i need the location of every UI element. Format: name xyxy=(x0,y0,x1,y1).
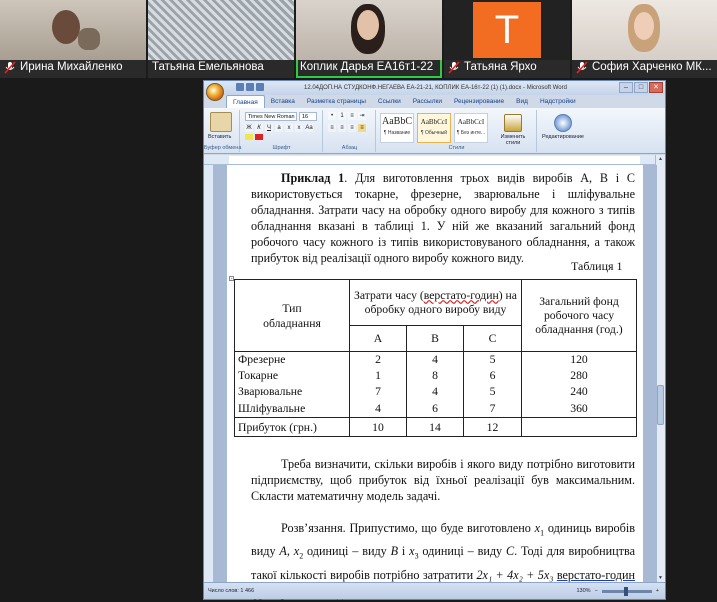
style-label: ¶ Обычный xyxy=(420,130,448,136)
data-table xyxy=(234,279,637,437)
styles-group-label: Стили xyxy=(448,145,465,151)
style-normal[interactable] xyxy=(417,113,451,143)
table-caption: Таблиця 1 xyxy=(571,259,623,273)
change-case-icon[interactable]: Aa xyxy=(305,125,313,131)
zoom-controls xyxy=(576,583,659,599)
clipboard-group xyxy=(204,110,240,152)
tab-insert[interactable]: Вставка xyxy=(270,98,295,105)
table-cell: 5 xyxy=(464,384,522,400)
table-cell: 7 xyxy=(464,400,522,418)
binoculars-icon xyxy=(554,114,572,132)
style-sample: AaBbCcI xyxy=(420,118,448,126)
justify-icon[interactable]: ≡ xyxy=(358,124,366,132)
participant-name-text: Татьяна Емельянова xyxy=(152,61,264,73)
multilevel-icon[interactable]: ≡ xyxy=(348,112,356,120)
table-move-handle-icon[interactable]: + xyxy=(230,276,233,281)
var-x2: x xyxy=(293,544,300,559)
table-col-c: C xyxy=(464,326,522,352)
paragraph-group-label: Абзац xyxy=(341,145,358,151)
solution-text: Припустимо, що буде виготовлено xyxy=(345,521,535,535)
task-paragraph: Треба визначити, скільки виробів і якого виду потрібно виготовити підприємству, щоб прибуток від їхньої реалізації був максимальним. Скласти математичну модель задачі. xyxy=(251,457,635,503)
table-cell-fund: 360 xyxy=(522,400,637,418)
participant-tile[interactable] xyxy=(148,0,294,78)
scroll-up-icon[interactable]: ▲ xyxy=(658,156,663,162)
solution-text: одиниці – виду xyxy=(303,544,391,559)
table-cell-fund: 280 xyxy=(522,368,637,384)
table-col-a: A xyxy=(350,326,407,352)
office-button[interactable] xyxy=(206,83,224,101)
change-styles-button[interactable] xyxy=(493,114,533,146)
mic-muted-icon xyxy=(576,61,588,74)
product-c: С xyxy=(506,544,515,559)
var-x2-sub: 2 xyxy=(299,551,304,561)
scroll-thumb[interactable] xyxy=(657,385,664,425)
subscript-icon[interactable]: x xyxy=(285,124,293,132)
font-name-select[interactable]: Times New Roman xyxy=(245,112,297,121)
participant-photo xyxy=(634,12,654,40)
video-feed xyxy=(444,0,570,60)
tab-addins[interactable]: Надстройки xyxy=(539,98,576,105)
clipboard-group-label: Буфер обмена xyxy=(204,145,242,151)
participant-name xyxy=(152,59,292,75)
bullets-icon[interactable]: • xyxy=(328,112,336,120)
paste-button-label[interactable]: Вставить xyxy=(208,134,232,140)
vertical-ruler[interactable] xyxy=(204,165,214,583)
table-cell: 2 xyxy=(350,352,407,368)
product-b: В xyxy=(390,544,399,559)
align-buttons xyxy=(328,124,366,132)
table-cell: 5 xyxy=(464,352,522,368)
participant-name xyxy=(300,59,440,75)
participant-strip xyxy=(0,0,717,78)
quick-access-toolbar xyxy=(236,83,264,93)
numbering-icon[interactable]: 1 xyxy=(338,112,346,120)
style-label: ¶ Без инте... xyxy=(456,130,486,136)
table-profit-cell: 14 xyxy=(407,418,464,437)
font-size-select[interactable]: 16 xyxy=(299,112,317,121)
solution-text: . Тоді для виробництва такої кількості виробів потрібно затратити xyxy=(251,544,636,582)
participant-name-text: Ирина Михайленко xyxy=(20,61,123,73)
table-header-type xyxy=(235,280,350,352)
mic-muted-icon xyxy=(4,61,16,74)
solution-heading: Розв’язання. xyxy=(281,521,346,535)
table-cell: 4 xyxy=(407,384,464,400)
font-group-label: Шрифт xyxy=(272,145,291,151)
align-right-icon[interactable]: ≡ xyxy=(348,124,356,132)
italic-icon[interactable]: К xyxy=(255,124,263,132)
scroll-down-icon[interactable]: ▼ xyxy=(658,575,663,581)
paste-icon[interactable] xyxy=(210,112,232,132)
style-label: ¶ Название xyxy=(383,130,411,136)
table-cell: 8 xyxy=(407,368,464,384)
table-row-label: Токарне xyxy=(235,368,350,384)
product-a: А xyxy=(279,544,287,559)
table-header-type-text: Тип обладнання xyxy=(263,301,321,330)
table-header-cost-text: Затрати часу ( xyxy=(354,288,424,302)
table-header-cost-unit: верстато-годин xyxy=(423,288,499,302)
title-bar xyxy=(204,81,665,95)
table-cell-fund: 120 xyxy=(522,352,637,368)
participant-tile[interactable] xyxy=(444,0,570,78)
table-cell: 1 xyxy=(350,368,407,384)
maximize-button[interactable]: □ xyxy=(634,82,648,93)
table-header-cost xyxy=(350,280,522,326)
minimize-button[interactable]: – xyxy=(619,82,633,93)
var-x3: x xyxy=(409,544,415,559)
paragraph-group xyxy=(324,110,376,152)
indent-icon[interactable]: ⇥ xyxy=(359,113,365,119)
var-x1: x xyxy=(534,521,541,535)
table-header-cost-text-2: ) на обробку одного виробу виду xyxy=(364,288,517,316)
style-sample: AaBbCcI xyxy=(457,118,485,126)
solution-unit: верстато-годин xyxy=(556,567,636,582)
editing-group xyxy=(538,110,588,152)
var-x1-sub: 1 xyxy=(540,528,545,538)
change-styles-icon xyxy=(504,114,522,132)
strikethrough-icon[interactable]: a xyxy=(275,124,283,132)
styles-group xyxy=(377,110,537,152)
participant-photo xyxy=(52,10,80,44)
tab-home[interactable]: Главная xyxy=(226,95,265,108)
participant-tile[interactable] xyxy=(572,0,717,78)
cat-photo xyxy=(78,28,100,50)
highlight-icon[interactable] xyxy=(245,134,253,140)
word-window xyxy=(203,80,666,600)
status-bar xyxy=(204,582,665,599)
participant-tile-active[interactable] xyxy=(296,0,442,78)
participant-tile[interactable] xyxy=(0,0,146,78)
example-text: . Для виготовлення трьох видів виробів А, В і С використовується токарне, фрезерне, зварювальне і шліфувальне обладнання. Затрати часу на обробку одного виробу для кожного з типів обладнання вказані в таблиці 1. У ній же вказаний загальний фонд робочого часу кожного із типів використовуваного обладнання, а також прибуток від реалізації одного виробу кожного виду. xyxy=(251,171,636,265)
expression: 2x₁ + 4x₂ + 5x₃ xyxy=(476,567,554,582)
font-color-icon[interactable] xyxy=(255,134,263,140)
table-cell: 6 xyxy=(464,368,522,384)
bold-icon[interactable]: Ж xyxy=(246,125,252,131)
solution-text: і xyxy=(398,544,410,559)
zoom-slider[interactable] xyxy=(602,590,652,593)
table-cell: 4 xyxy=(350,400,407,418)
zoom-level[interactable]: 130% xyxy=(576,588,591,594)
participant-name xyxy=(4,59,144,75)
tab-review[interactable]: Рецензирование xyxy=(453,98,505,105)
participant-name-text: Татьяна Ярхо xyxy=(464,61,537,73)
ribbon-tabs xyxy=(226,95,582,108)
redo-icon[interactable] xyxy=(256,83,264,91)
table-cell-fund: 240 xyxy=(522,384,637,400)
example-paragraph xyxy=(251,171,635,266)
style-sample: AaBbC xyxy=(382,116,412,127)
style-title[interactable] xyxy=(380,113,414,143)
font-group xyxy=(241,110,323,152)
table-row-label: Зварювальне xyxy=(235,384,350,400)
solution-text: , xyxy=(286,544,294,559)
undo-icon[interactable] xyxy=(246,83,254,91)
horizontal-ruler[interactable] xyxy=(204,155,665,165)
table-cell: 6 xyxy=(407,400,464,418)
table-profit-label: Прибуток (грн.) xyxy=(235,418,350,437)
superscript-icon[interactable]: x xyxy=(295,124,303,132)
document-area xyxy=(214,165,657,583)
participant-photo xyxy=(357,10,379,40)
var-x3-sub: 3 xyxy=(414,551,419,561)
table-profit-cell: 12 xyxy=(464,418,522,437)
editing-label: Редактирование xyxy=(542,134,584,140)
video-feed xyxy=(296,0,442,60)
zoom-in-icon[interactable]: + xyxy=(655,588,659,594)
zoom-out-icon[interactable]: − xyxy=(594,588,598,594)
table-row-label: Шліфувальне xyxy=(235,400,350,418)
solution-text: одиниць виробів виду xyxy=(251,521,635,559)
example-heading: Приклад 1 xyxy=(281,171,345,185)
tab-references[interactable]: Ссылки xyxy=(377,98,401,105)
table-header-fund: Загальний фонд робочого часу обладнання (год.) xyxy=(522,280,637,352)
mic-muted-icon xyxy=(448,61,460,74)
tab-view[interactable]: Вид xyxy=(516,98,528,105)
table-cell: 4 xyxy=(407,352,464,368)
table-profit-empty xyxy=(522,418,637,437)
save-icon[interactable] xyxy=(236,83,244,91)
color-buttons xyxy=(245,134,263,140)
participant-name-text: София Харченко МК... xyxy=(592,61,712,73)
style-no-spacing[interactable] xyxy=(454,113,488,143)
list-buttons xyxy=(328,112,366,120)
document-page[interactable] xyxy=(227,165,643,595)
change-styles-label: Изменить стили xyxy=(500,134,526,146)
align-center-icon[interactable]: ≡ xyxy=(338,124,346,132)
table-cell: 7 xyxy=(350,384,407,400)
align-left-icon[interactable]: ≡ xyxy=(328,124,336,132)
video-feed xyxy=(148,0,294,60)
close-button[interactable]: ✕ xyxy=(649,82,663,93)
solution-text: одиниці – виду xyxy=(418,544,506,559)
video-feed xyxy=(572,0,717,60)
tab-page-layout[interactable]: Разметка страницы xyxy=(306,98,366,105)
table-profit-cell: 10 xyxy=(350,418,407,437)
window-title: 12.04ДОП.НА СТУДКОНФ.НЕГАЕВА ЕА-21-21, КОПЛИК ЕА-16т-22 (1) (1).docx - Microsoft Word xyxy=(304,85,567,91)
participant-name xyxy=(576,59,715,75)
participant-name xyxy=(448,59,568,75)
editing-button[interactable] xyxy=(542,114,584,140)
table-row-label: Фрезерне xyxy=(235,352,350,368)
format-buttons xyxy=(245,124,313,132)
window-controls xyxy=(619,82,663,93)
word-count[interactable]: Число слов: 1 466 xyxy=(208,588,255,594)
underline-icon[interactable]: Ч xyxy=(267,125,271,131)
participant-name-text: Коплик Дарья ЕА16т1-22 xyxy=(300,61,434,73)
table-col-b: B xyxy=(407,326,464,352)
tab-mailings[interactable]: Рассылки xyxy=(412,98,442,105)
video-feed xyxy=(0,0,146,60)
avatar: T xyxy=(473,2,541,58)
ribbon xyxy=(204,108,665,154)
